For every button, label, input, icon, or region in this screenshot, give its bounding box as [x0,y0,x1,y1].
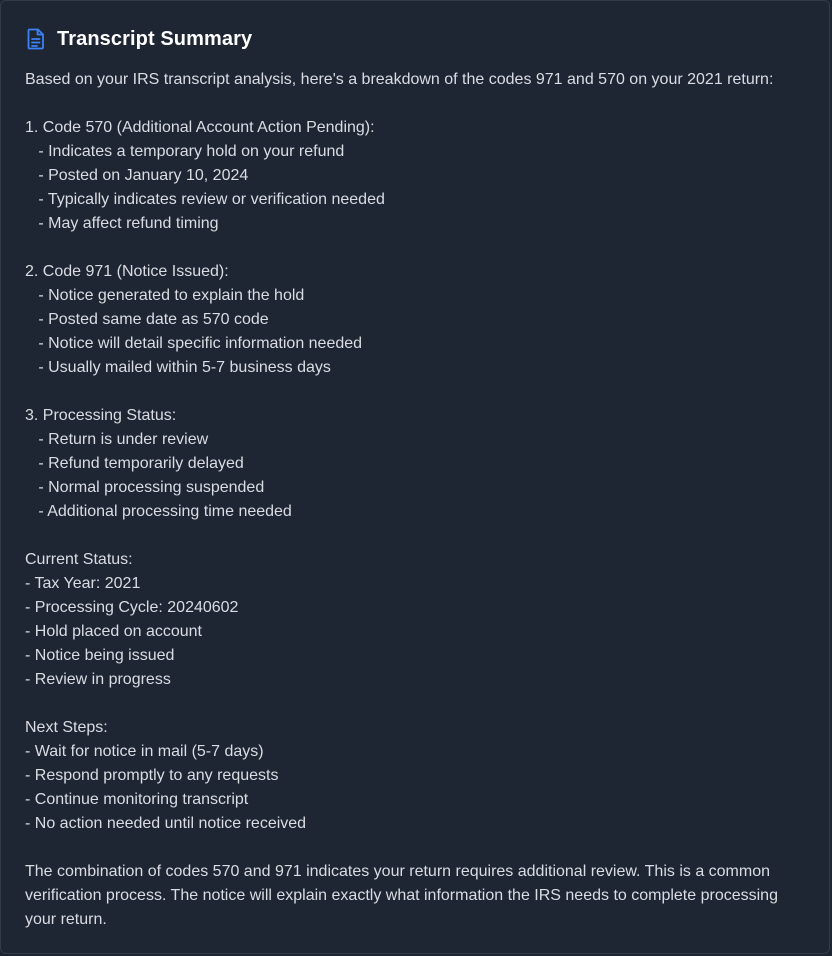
document-icon [25,27,47,51]
summary-line: - No action needed until notice received [25,815,307,832]
summary-line: - Respond promptly to any requests [25,767,279,784]
summary-line: Current Status: [25,551,133,568]
summary-line: 3. Processing Status: [25,407,177,424]
conclusion-text: The combination of codes 570 and 971 indicates your return requires additional review. This is a common verification process. The notice will explain exactly what information the IRS needs to complete processing your return. [25,863,778,928]
summary-line: - Notice being issued [25,647,175,664]
summary-line: - Notice generated to explain the hold [25,287,305,304]
summary-line: - Additional processing time needed [25,503,292,520]
summary-line: - Posted on January 10, 2024 [25,167,249,184]
summary-line: - Continue monitoring transcript [25,791,249,808]
summary-line: - May affect refund timing [25,215,219,232]
summary-line: - Usually mailed within 5-7 business days [25,359,331,376]
summary-line: - Review in progress [25,671,171,688]
summary-line: - Typically indicates review or verification needed [25,191,385,208]
blank-line [25,380,809,404]
intro-text: Based on your IRS transcript analysis, here's a breakdown of the codes 971 and 570 on your 2021 return: [25,71,774,88]
summary-line: - Indicates a temporary hold on your refund [25,143,345,160]
summary-line: - Return is under review [25,431,209,448]
blank-line [25,692,809,716]
summary-line: - Hold placed on account [25,623,202,640]
blank-line [25,524,809,548]
summary-line: - Wait for notice in mail (5-7 days) [25,743,264,760]
summary-line: 2. Code 971 (Notice Issued): [25,263,229,280]
summary-line: - Refund temporarily delayed [25,455,244,472]
summary-body [25,68,809,932]
summary-line: Next Steps: [25,719,108,736]
summary-line: - Notice will detail specific information needed [25,335,363,352]
blank-line [25,236,809,260]
summary-line: - Processing Cycle: 20240602 [25,599,239,616]
panel-header [25,27,252,51]
panel-title: Transcript Summary [57,27,253,50]
summary-line: - Posted same date as 570 code [25,311,269,328]
blank-line [25,836,809,860]
blank-line [25,92,809,116]
summary-line: - Normal processing suspended [25,479,265,496]
summary-line: - Tax Year: 2021 [25,575,141,592]
summary-lines [25,92,809,860]
summary-line: 1. Code 570 (Additional Account Action Pending): [25,119,375,136]
